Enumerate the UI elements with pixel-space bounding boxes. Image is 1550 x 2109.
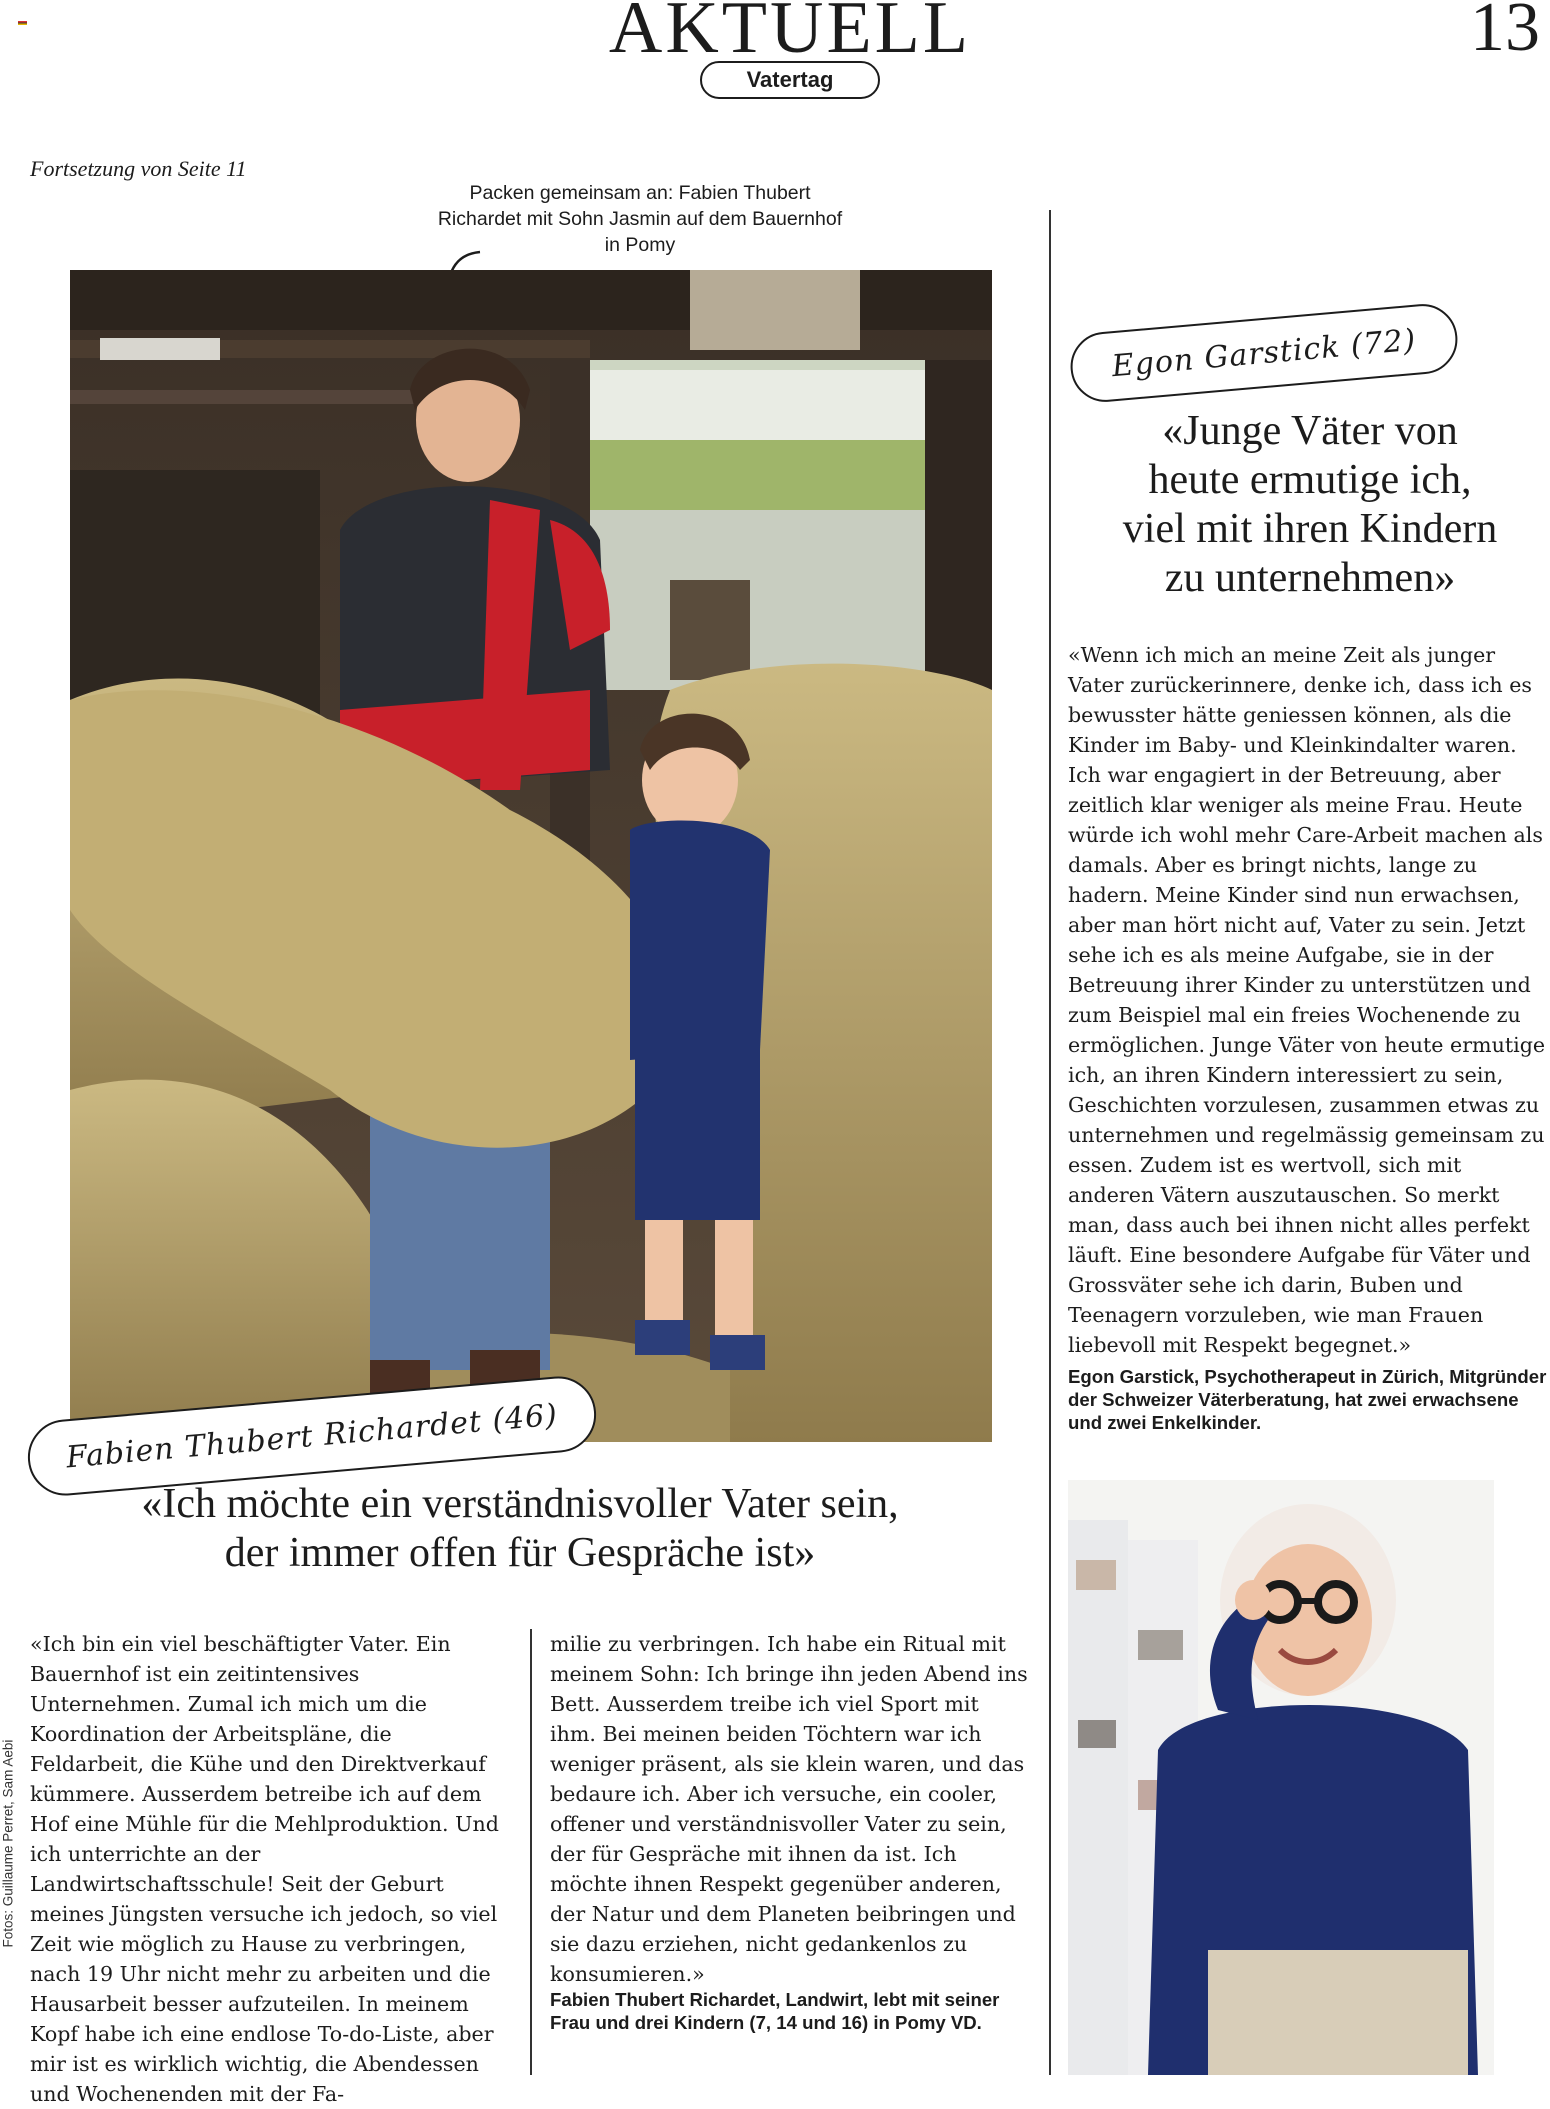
article-text-egon: «Wenn ich mich an meine Zeit als junger Vater zurückerinnere, denke ich, dass ich es bewusster hätte geniessen können, als die Kinder im Baby- und Kleinkindalter waren. Ich war engagiert in der Betreuung, aber zeitlich klar weniger als meine Frau. Heute würde ich wohl mehr Care-Arbeit machen als damals. Aber es bringt nichts, lange zu hadern. Meine Kinder sind nun erwachsen, aber man hört nicht auf, Vater zu sein. Jetzt sehe ich es als meine Aufgabe, sie in der Betreuung ihrer Kinder zu unterstützen und zum Beispiel mal ein freies Wochenende zu ermöglichen. Junge Väter von heute ermutige ich, an ihren Kindern interessiert zu sein, Geschichten vorzulesen, zusammen etwas zu unternehmen und regelmässig gemeinsam zu essen. Zudem ist es wertvoll, sich mit anderen Vätern auszutauschen. So merkt man, dass auch bei ihnen nicht alles perfekt läuft. Eine besondere Aufgabe für Väter und Grossväter sehe ich darin, Buben und Teenagern vorzuleben, wie man Frauen liebevoll mit Respekt begegnet.»	[1068, 643, 1546, 1357]
rubric-badge: Vatertag	[700, 61, 880, 99]
color-mark-icon	[18, 21, 27, 25]
bio-egon: Egon Garstick, Psychotherapeut in Zürich, Mitgründer der Schweizer Väterberatung, hat zwei erwachsene und zwei Enkelkinder.	[1068, 1366, 1547, 1433]
barn-photo	[70, 270, 992, 1442]
portrait-photo-egon	[1068, 1480, 1494, 2075]
pull-quote-fabien	[40, 1480, 1000, 1578]
quote-line: viel mit ihren Kindern	[1122, 506, 1498, 552]
column-divider	[530, 1629, 532, 2075]
quote-line: heute ermutige ich,	[1148, 457, 1472, 503]
name-badge-fabien: Fabien Thubert Richardet (46)	[25, 1373, 599, 1498]
article-text-fabien-col2: milie zu verbringen. Ich habe ein Ritual mit meinem Sohn: Ich bringe ihn jeden Abend ins Bett. Ausserdem treibe ich viel Sport mit ihm. Bei meinen beiden Töchtern war ich weniger präsent, als sie klein waren, und das bedaure ich. Aber ich versuche, ein cooler, offener und verständnisvoller Vater zu sein, der für Gespräche mit ihnen da ist. Ich möchte ihnen Respekt gegenüber anderen, der Natur und dem Planeten beibringen und sie dazu erziehen, nicht gedankenlos zu konsumieren.»	[550, 1632, 1028, 1986]
page-number: 13	[1470, 0, 1540, 66]
pull-quote-egon	[1060, 407, 1550, 603]
quote-line: der immer offen für Gespräche ist»	[224, 1530, 816, 1576]
quote-line: zu unternehmen»	[1164, 555, 1456, 601]
article-text-fabien-col1: «Ich bin ein viel beschäftigter Vater. Ein Bauernhof ist ein zeitintensives Unternehmen. Zumal ich mich um die Koordination der Arbeitspläne, die Feldarbeit, die Kühe und den Direktverkauf kümmere. Ausserdem betreibe ich auf dem Hof eine Mühle für die Mehlproduktion. Und ich unterrichte an der Landwirtschaftsschule! Seit der Geburt meines Jüngsten versuche ich jedoch, so viel Zeit wie möglich zu Hause zu verbringen, nach 19 Uhr nicht mehr zu arbeiten und die Hausarbeit besser aufzuteilen. In meinem Kopf habe ich eine endlose To-do-Liste, aber mir ist es wirklich wichtig, die Abendessen und Wochenenden mit der Fa-	[30, 1632, 499, 2106]
photo-credit: Fotos: Guillaume Perret, Sam Aebi	[0, 1739, 16, 1948]
photo-caption: Packen gemeinsam an: Fabien Thubert Richardet mit Sohn Jasmin auf dem Bauernhof in Pomy	[437, 182, 843, 256]
quote-line: «Junge Väter von	[1162, 408, 1458, 454]
name-badge-egon: Egon Garstick (72)	[1068, 301, 1461, 405]
continuation-note: Fortsetzung von Seite 11	[30, 156, 247, 181]
quote-line: «Ich möchte ein verständnisvoller Vater sein,	[141, 1481, 899, 1527]
section-title: AKTUELL	[608, 0, 972, 69]
bio-fabien: Fabien Thubert Richardet, Landwirt, lebt mit seiner Frau und drei Kindern (7, 14 und 16) in Pomy VD.	[550, 1989, 1000, 2033]
column-divider	[1049, 210, 1051, 2075]
